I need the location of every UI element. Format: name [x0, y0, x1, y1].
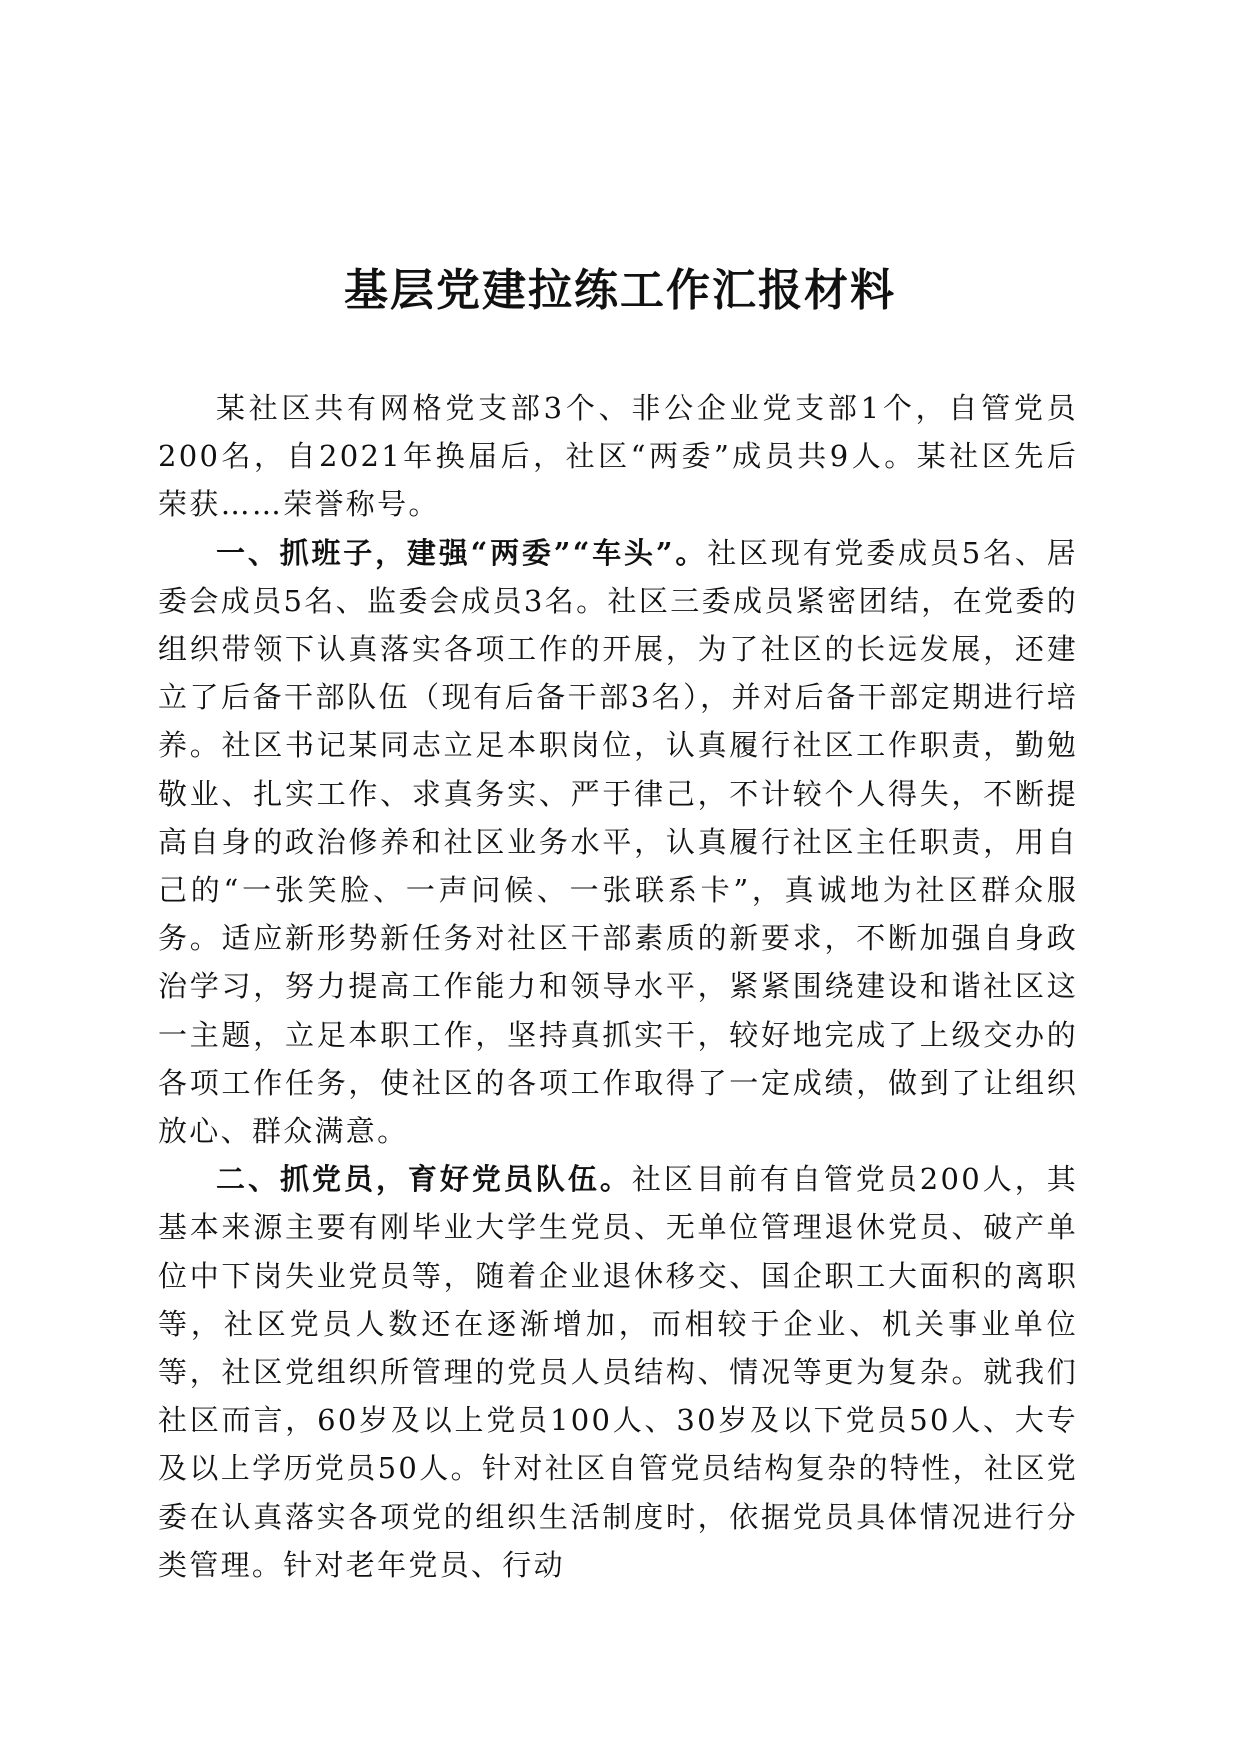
paragraph-section-2: [158, 1155, 1078, 1589]
section-2-heading: 二、抓党员，育好党员队伍。: [216, 1162, 632, 1197]
paragraph-section-1: [158, 529, 1078, 1156]
document-body: [158, 384, 1078, 1589]
document-title: 基层党建拉练工作汇报材料: [344, 265, 896, 316]
section-2-text: 社区目前有自管党员200人，其基本来源主要有刚毕业大学生党员、无单位管理退休党员、破产单位中下岗失业党员等，随着企业退休移交、国企职工大面积的离职等，社区党员人数还在逐渐增加，而相较于企业、机关事业单位等，社区党组织所管理的党员人员结构、情况等更为复杂。就我们社区而言，60岁及以上党员100人、30岁及以下党员50人、大专及以上学历党员50人。针对社区自管党员结构复杂的特性，社区党委在认真落实各项党的组织生活制度时，依据党员具体情况进行分类管理。针对老年党员、行动: [158, 1162, 1079, 1582]
paragraph-intro: [158, 384, 1078, 529]
section-1-text: 社区现有党委成员5名、居委会成员5名、监委会成员3名。社区三委成员紧密团结，在党委的组织带领下认真落实各项工作的开展，为了社区的长远发展，还建立了后备干部队伍（现有后备干部3名），并对后备干部定期进行培养。社区书记某同志立足本职岗位，认真履行社区工作职责，勤勉敬业、扎实工作、求真务实、严于律己，不计较个人得失，不断提高自身的政治修养和社区业务水平，认真履行社区主任职责，用自己的“一张笑脸、一声问候、一张联系卡”，真诚地为社区群众服务。适应新形势新任务对社区干部素质的新要求，不断加强自身政治学习，努力提高工作能力和领导水平，紧紧围绕建设和谐社区这一主题，立足本职工作，坚持真抓实干，较好地完成了上级交办的各项工作任务，使社区的各项工作取得了一定成绩，做到了让组织放心、群众满意。: [158, 535, 1078, 1149]
section-1-heading: 一、抓班子，建强“两委”“车头”。: [216, 535, 708, 570]
paragraph-intro-text: 某社区共有网格党支部3个、非公企业党支部1个，自管党员200名，自2021年换届后，社区“两委”成员共9人。某社区先后荣获……荣誉称号。: [158, 391, 1078, 522]
